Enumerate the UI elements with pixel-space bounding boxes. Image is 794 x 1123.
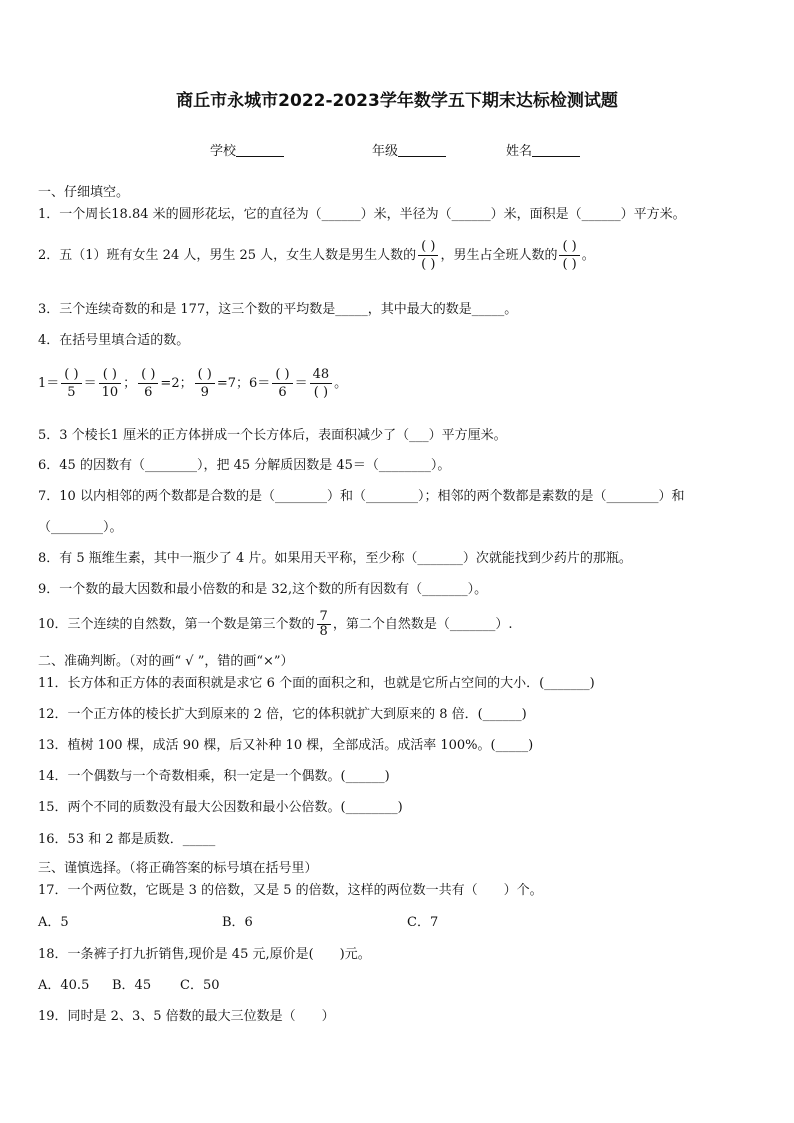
fraction-denominator: ( ) xyxy=(562,257,577,272)
grade-label: 年级 xyxy=(372,144,399,159)
fraction-numerator: 7 xyxy=(317,610,331,625)
option-b[interactable]: B．6 xyxy=(222,915,253,930)
fraction-7-8 xyxy=(317,610,331,639)
question-10 xyxy=(38,610,512,639)
grade-field xyxy=(372,140,446,159)
fraction-numerator: 48 xyxy=(310,366,333,384)
section-heading-3: 三、谨慎选择。（将正确答案的标号填在括号里） xyxy=(38,861,318,876)
option-a[interactable]: A．5 xyxy=(38,915,69,930)
fraction-numerator: ( ) xyxy=(61,366,81,384)
eq-text: 。 xyxy=(334,376,348,391)
question-16: 16．53 和 2 都是质数．_____ xyxy=(38,832,216,847)
question-18: 18．一条裤子打九折销售,现价是 45 元,原价是( )元。 xyxy=(38,947,371,962)
question-10-text-b: ，第二个自然数是（_______）. xyxy=(332,617,513,632)
question-13: 13．植树 100 棵，成活 90 棵，后又补种 10 棵，全部成活。成活率 100%。(_____) xyxy=(38,738,534,753)
name-field xyxy=(506,140,580,159)
eq-text: ＝ xyxy=(294,376,308,391)
question-2-text-c: 。 xyxy=(581,248,595,263)
question-7: 7．10 以内相邻的两个数都是合数的是（________）和（________）；相邻的两个数都是素数的是（________）和 xyxy=(38,489,685,504)
option-b[interactable]: B．45 xyxy=(112,978,152,993)
fraction-numerator: ( ) xyxy=(272,366,292,384)
question-12: 12．一个正方体的棱长扩大到原来的 2 倍，它的体积就扩大到原来的 8 倍．(______) xyxy=(38,707,527,722)
question-6: 6．45 的因数有（________），把 45 分解质因数是 45＝（________）。 xyxy=(38,458,451,473)
question-4: 4．在括号里填合适的数。 xyxy=(38,333,190,348)
section-heading-1: 一、仔细填空。 xyxy=(38,185,130,200)
eq-text: 1＝ xyxy=(38,376,60,391)
option-c[interactable]: C．7 xyxy=(407,915,439,930)
school-blank[interactable] xyxy=(236,144,284,157)
fraction-numerator: ( ) xyxy=(99,366,122,384)
fraction xyxy=(310,366,333,401)
question-7-continued: （________）。 xyxy=(38,520,123,535)
option-c[interactable]: C．50 xyxy=(180,978,220,993)
fraction-denominator: 6 xyxy=(144,385,153,400)
eq-text: =7；6＝ xyxy=(216,376,271,391)
fraction-numerator: ( ) xyxy=(195,366,215,384)
fraction xyxy=(61,366,81,401)
page-title: 商丘市永城市2022-2023学年数学五下期末达标检测试题 xyxy=(176,91,618,111)
question-8: 8．有 5 瓶维生素，其中一瓶少了 4 片。如果用天平称，至少称（_______）次就能找到少药片的那瓶。 xyxy=(38,551,632,566)
fraction-denominator: ( ) xyxy=(313,385,329,400)
question-1: 1．一个周长18.84 米的圆形花坛，它的直径为（______）米，半径为（______）米，面积是（______）平方米。 xyxy=(38,207,686,222)
option-a[interactable]: A．40.5 xyxy=(38,978,90,993)
name-blank[interactable] xyxy=(532,144,580,157)
fraction-blank xyxy=(418,238,438,273)
question-19: 19．同时是 2、3、5 倍数的最大三位数是（ ） xyxy=(38,1009,335,1024)
question-2 xyxy=(38,238,595,273)
eq-text: ； xyxy=(123,376,137,391)
fraction-numerator: ( ) xyxy=(559,238,579,256)
fraction-denominator: ( ) xyxy=(421,257,436,272)
grade-blank[interactable] xyxy=(398,144,446,157)
fraction-denominator: 8 xyxy=(319,624,328,639)
question-10-text-a: 10．三个连续的自然数，第一个数是第三个数的 xyxy=(38,617,315,632)
question-14: 14．一个偶数与一个奇数相乘，积一定是一个偶数。(______) xyxy=(38,769,390,784)
fraction-denominator: 6 xyxy=(278,385,287,400)
question-15: 15．两个不同的质数没有最大公因数和最小公倍数。(________) xyxy=(38,800,403,815)
question-17: 17．一个两位数，它既是 3 的倍数，又是 5 的倍数，这样的两位数一共有（ ）个。 xyxy=(38,883,543,898)
question-2-text-b: ，男生占全班人数的 xyxy=(440,248,558,263)
fraction-numerator: ( ) xyxy=(418,238,438,256)
eq-text: =2； xyxy=(160,376,193,391)
fraction xyxy=(138,366,158,401)
fraction-denominator: 10 xyxy=(101,385,119,400)
fraction-denominator: 5 xyxy=(67,385,76,400)
school-label: 学校 xyxy=(210,144,237,159)
question-4-equations xyxy=(38,366,347,401)
question-11: 11．长方体和正方体的表面积就是求它 6 个面的面积之和，也就是它所占空间的大小．(_______) xyxy=(38,676,595,691)
fraction-denominator: 9 xyxy=(200,385,209,400)
name-label: 姓名 xyxy=(506,144,533,159)
school-field xyxy=(210,140,284,159)
eq-text: ＝ xyxy=(83,376,97,391)
question-3: 3．三个连续奇数的和是 177，这三个数的平均数是_____，其中最大的数是_____。 xyxy=(38,302,518,317)
fraction xyxy=(99,366,122,401)
fraction-numerator: ( ) xyxy=(138,366,158,384)
question-5: 5．3 个棱长1 厘米的正方体拼成一个长方体后，表面积减少了（___）平方厘米。 xyxy=(38,428,507,443)
fraction xyxy=(195,366,215,401)
fraction xyxy=(272,366,292,401)
question-9: 9．一个数的最大因数和最小倍数的和是 32,这个数的所有因数有（_______）。 xyxy=(38,582,488,597)
section-heading-2: 二、准确判断。（对的画“ √ ”，错的画“×”） xyxy=(38,654,294,669)
question-2-text-a: 2．五（1）班有女生 24 人，男生 25 人，女生人数是男生人数的 xyxy=(38,248,417,263)
fraction-blank xyxy=(559,238,579,273)
